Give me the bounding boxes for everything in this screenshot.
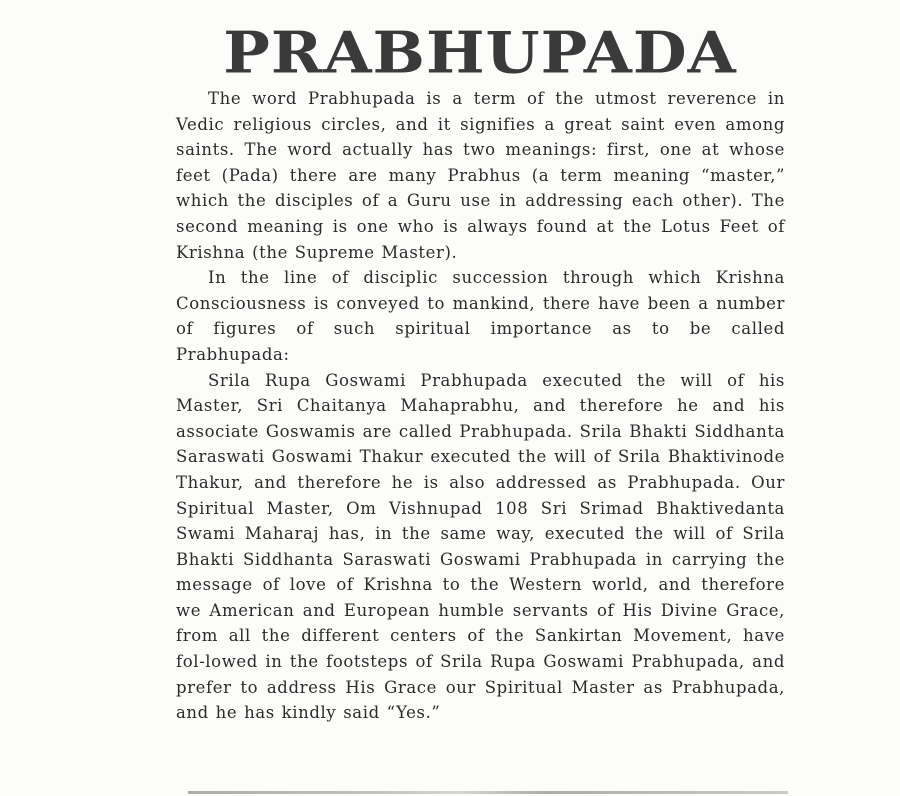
page-title: PRABHUPADA: [223, 18, 737, 87]
article-body: [176, 86, 785, 726]
paragraph-prabhupadas: Srila Rupa Goswami Prabhupada executed the will of his Master, Sri Chaitanya Mahaprabhu, and therefore he and his associate Goswamis are called Prabhupada. Srila Bhakti Siddhanta Saraswati Goswami Thakur executed the will of Srila Bhaktivinode Thakur, and therefore he is also addressed as Prabhupada. Our Spiritual Master, Om Vishnupad 108 Sri Srimad Bhaktivedanta Swami Maharaj has, in the same way, executed the will of Srila Bhakti Siddhanta Saraswati Goswami Prabhupada in carrying the message of love of Krishna to the Western world, and therefore we American and European humble servants of His Divine Grace, from all the different centers of the Sankirtan Movement, have fol-lowed in the footsteps of Srila Rupa Goswami Prabhupada, and prefer to address His Grace our Spiritual Master as Prabhupada, and he has kindly said “Yes.”: [176, 370, 785, 723]
paragraph-definition: The word Prabhupada is a term of the utmost reverence in Vedic religious circles, and it signifies a great saint even among saints. The word actually has two meanings: first, one at whose feet (Pada) there are many Prabhus (a term meaning “master,” which the disciples of a Guru use in addressing each other). The second meaning is one who is always found at the Lotus Feet of Krishna (the Supreme Master).: [176, 89, 785, 262]
paragraph-disciplic-succession: In the line of disciplic succession through which Krishna Consciousness is conveyed to mankind, there have been a number of figures of such spiritual importance as to be called Prabhupada:: [176, 268, 785, 364]
bottom-rule: [188, 791, 788, 794]
